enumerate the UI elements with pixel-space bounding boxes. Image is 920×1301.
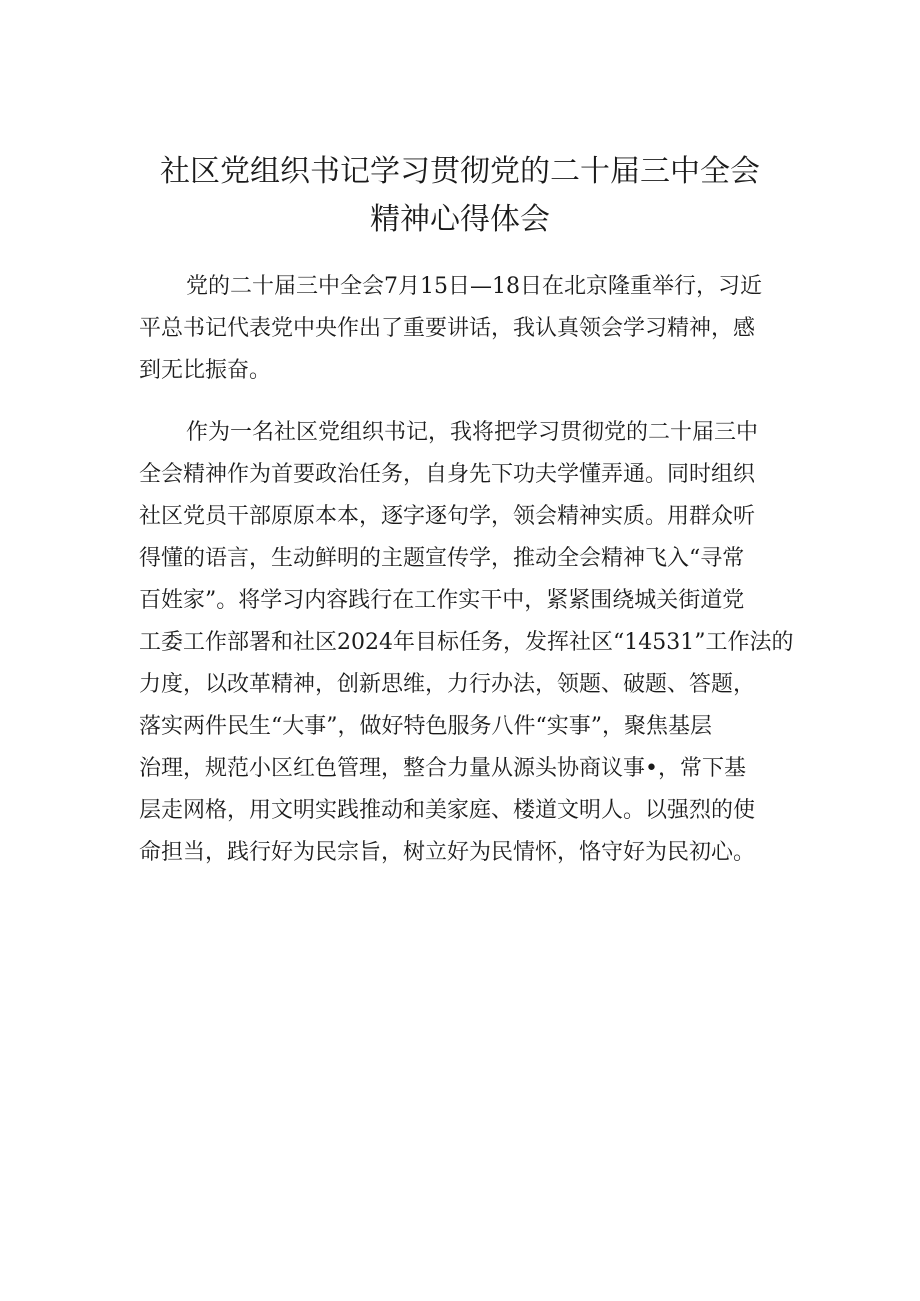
paragraph-line: 得懂的语言，生动鲜明的主题宣传学，推动全会精神飞入“寻常 [139, 546, 745, 571]
document-title [120, 148, 800, 244]
paragraph-line: 命担当，践行好为民宗旨，树立好为民情怀，恪守好为民初心。 [139, 840, 756, 865]
paragraph-line: 全会精神作为首要政治任务，自身先下功夫学懂弄通。同时组织 [139, 462, 756, 487]
title-line-1: 社区党组织书记学习贯彻党的二十届三中全会 [160, 154, 760, 189]
paragraph-line: 落实两件民生“大事”，做好特色服务八件“实事”，聚焦基层 [139, 714, 712, 739]
paragraph-line: 作为一名社区党组织书记，我将把学习贯彻党的二十届三中 [186, 420, 759, 445]
paragraph-body [139, 412, 794, 874]
paragraph-line: 到无比振奋。 [139, 358, 272, 383]
paragraph-line: 力度，以改革精神，创新思维，力行办法，领题、破题、答题， [139, 672, 756, 697]
paragraph-line: 层走网格，用文明实践推动和美家庭、楼道文明人。以强烈的使 [139, 798, 756, 823]
paragraph-line: 平总书记代表党中央作出了重要讲话，我认真领会学习精神，感 [139, 316, 756, 341]
paragraph-line: 百姓家”。将学习内容践行在工作实干中，紧紧围绕城关街道党 [139, 588, 745, 613]
paragraph-line: 党的二十届三中全会7月15日—18日在北京隆重举行，习近 [186, 274, 762, 299]
title-line-2: 精神心得体会 [370, 202, 550, 237]
paragraph-line: 工委工作部署和社区2024年目标任务，发挥社区“14531”工作法的 [139, 630, 794, 655]
paragraph-line: 社区党员干部原原本本，逐字逐句学，领会精神实质。用群众听 [139, 504, 756, 529]
paragraph-line: 治理，规范小区红色管理，整合力量从源头协商议事•，常下基 [139, 756, 746, 781]
paragraph-intro [139, 266, 781, 392]
